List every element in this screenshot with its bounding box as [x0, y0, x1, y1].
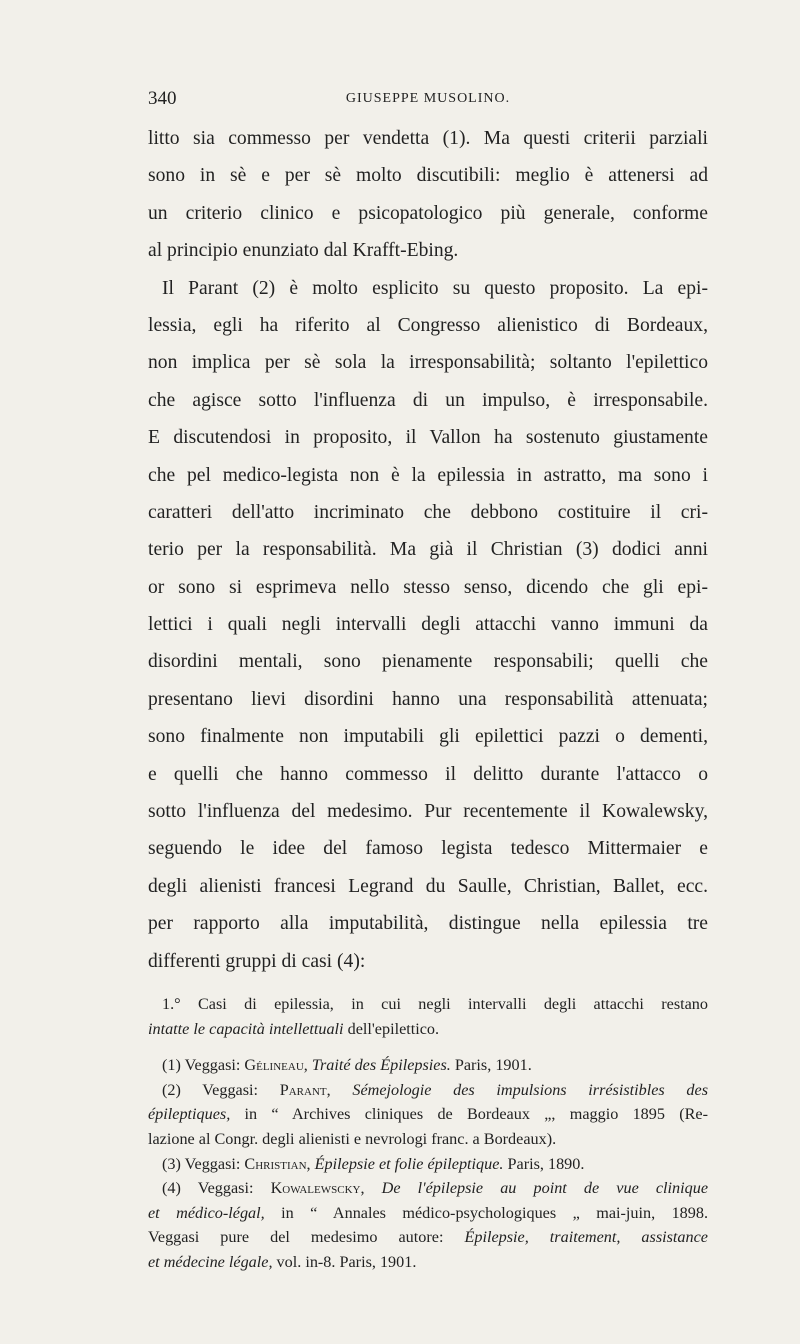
body-line: un criterio clinico e psicopatologico più generale, conforme [148, 202, 708, 224]
footnote-1: (1) Veggasi: Gélineau, Traité des Épilepsies. Paris, 1901. [162, 1056, 532, 1075]
footnote-4-line: et médecine légale, vol. in-8. Paris, 1901. [148, 1252, 417, 1271]
body-line: caratteri dell'atto incriminato che debbono costituire il cri- [148, 501, 708, 523]
body-line: disordini mentali, sono pienamente responsabili; quelli che [148, 651, 708, 673]
body-line: degli alienisti francesi Legrand du Saulle, Christian, Ballet, ecc. [148, 875, 708, 897]
body-line: al principio enunziato dal Krafft-Ebing. [148, 240, 459, 262]
body-line: Il Parant (2) è molto esplicito su questo proposito. La epi- [162, 277, 708, 299]
page-number: 340 [148, 88, 177, 109]
body-line: presentano lievi disordini hanno una responsabilità attenuata; [148, 688, 708, 710]
page-header [148, 88, 708, 118]
body-text [148, 120, 708, 1275]
body-line: sotto l'influenza del medesimo. Pur recentemente il Kowalewsky, [148, 801, 708, 823]
list-item-line: 1.° Casi di epilessia, in cui negli intervalli degli attacchi restano [162, 994, 708, 1013]
body-line: e quelli che hanno commesso il delitto durante l'attacco o [148, 763, 708, 785]
body-line: lessia, egli ha riferito al Congresso alienistico di Bordeaux, [148, 314, 708, 336]
body-line: che agisce sotto l'influenza di un impulso, è irresponsabile. [148, 389, 708, 411]
list-item-1 [148, 992, 708, 1041]
body-line: non implica per sè sola la irresponsabilità; soltanto l'epilettico [148, 352, 708, 374]
body-line: E discutendosi in proposito, il Vallon ha sostenuto giustamente [148, 427, 708, 449]
body-line: lettici i quali negli intervalli degli attacchi vanno immuni da [148, 614, 708, 636]
body-line: terio per la responsabilità. Ma già il Christian (3) dodici anni [148, 539, 708, 561]
body-line: differenti gruppi di casi (4): [148, 950, 366, 972]
italic-phrase: intatte le capacità intellettuali [148, 1019, 344, 1038]
body-line: or sono si esprimeva nello stesso senso, dicendo che gli epi- [148, 576, 708, 598]
footnote-4: (4) Veggasi: Kowalewscky, De l'épilepsie au point de vue clinique [162, 1179, 709, 1198]
footnote-2: (2) Veggasi: Parant, Sémejologie des impulsions irrésistibles des [162, 1080, 708, 1099]
footnote-3: (3) Veggasi: Christian, Épilepsie et folie épileptique. Paris, 1890. [162, 1154, 585, 1173]
footnote-2-line: épileptiques, in “ Archives cliniques de Bordeaux „, maggio 1895 (Re- [148, 1105, 708, 1124]
body-line: sono in sè e per sè molto discutibili: meglio è attenersi ad [148, 165, 708, 187]
body-line: litto sia commesso per vendetta (1). Ma questi criterii parziali [148, 128, 708, 149]
body-line: seguendo le idee del famoso legista tedesco Mittermaier e [148, 838, 708, 860]
running-title: GIUSEPPE MUSOLINO. [345, 91, 511, 106]
footnote-2-line: lazione al Congr. degli alienisti e nevrologi franc. a Bordeaux). [148, 1129, 557, 1148]
footnotes [148, 1053, 708, 1274]
list-item-line: intatte le capacità intellettuali dell'epilettico. [148, 1019, 440, 1038]
footnote-4-line: et médico-légal, in “ Annales médico-psychologiques „ mai-juin, 1898. [148, 1203, 708, 1222]
body-line: per rapporto alla imputabilità, distingue nella epilessia tre [148, 913, 708, 935]
body-line: che pel medico-legista non è la epilessia in astratto, ma sono i [148, 464, 708, 486]
footnote-4-line: Veggasi pure del medesimo autore: Épilepsie, traitement, assistance [148, 1228, 708, 1247]
body-line: sono finalmente non imputabili gli epilettici pazzi o dementi, [148, 726, 708, 748]
